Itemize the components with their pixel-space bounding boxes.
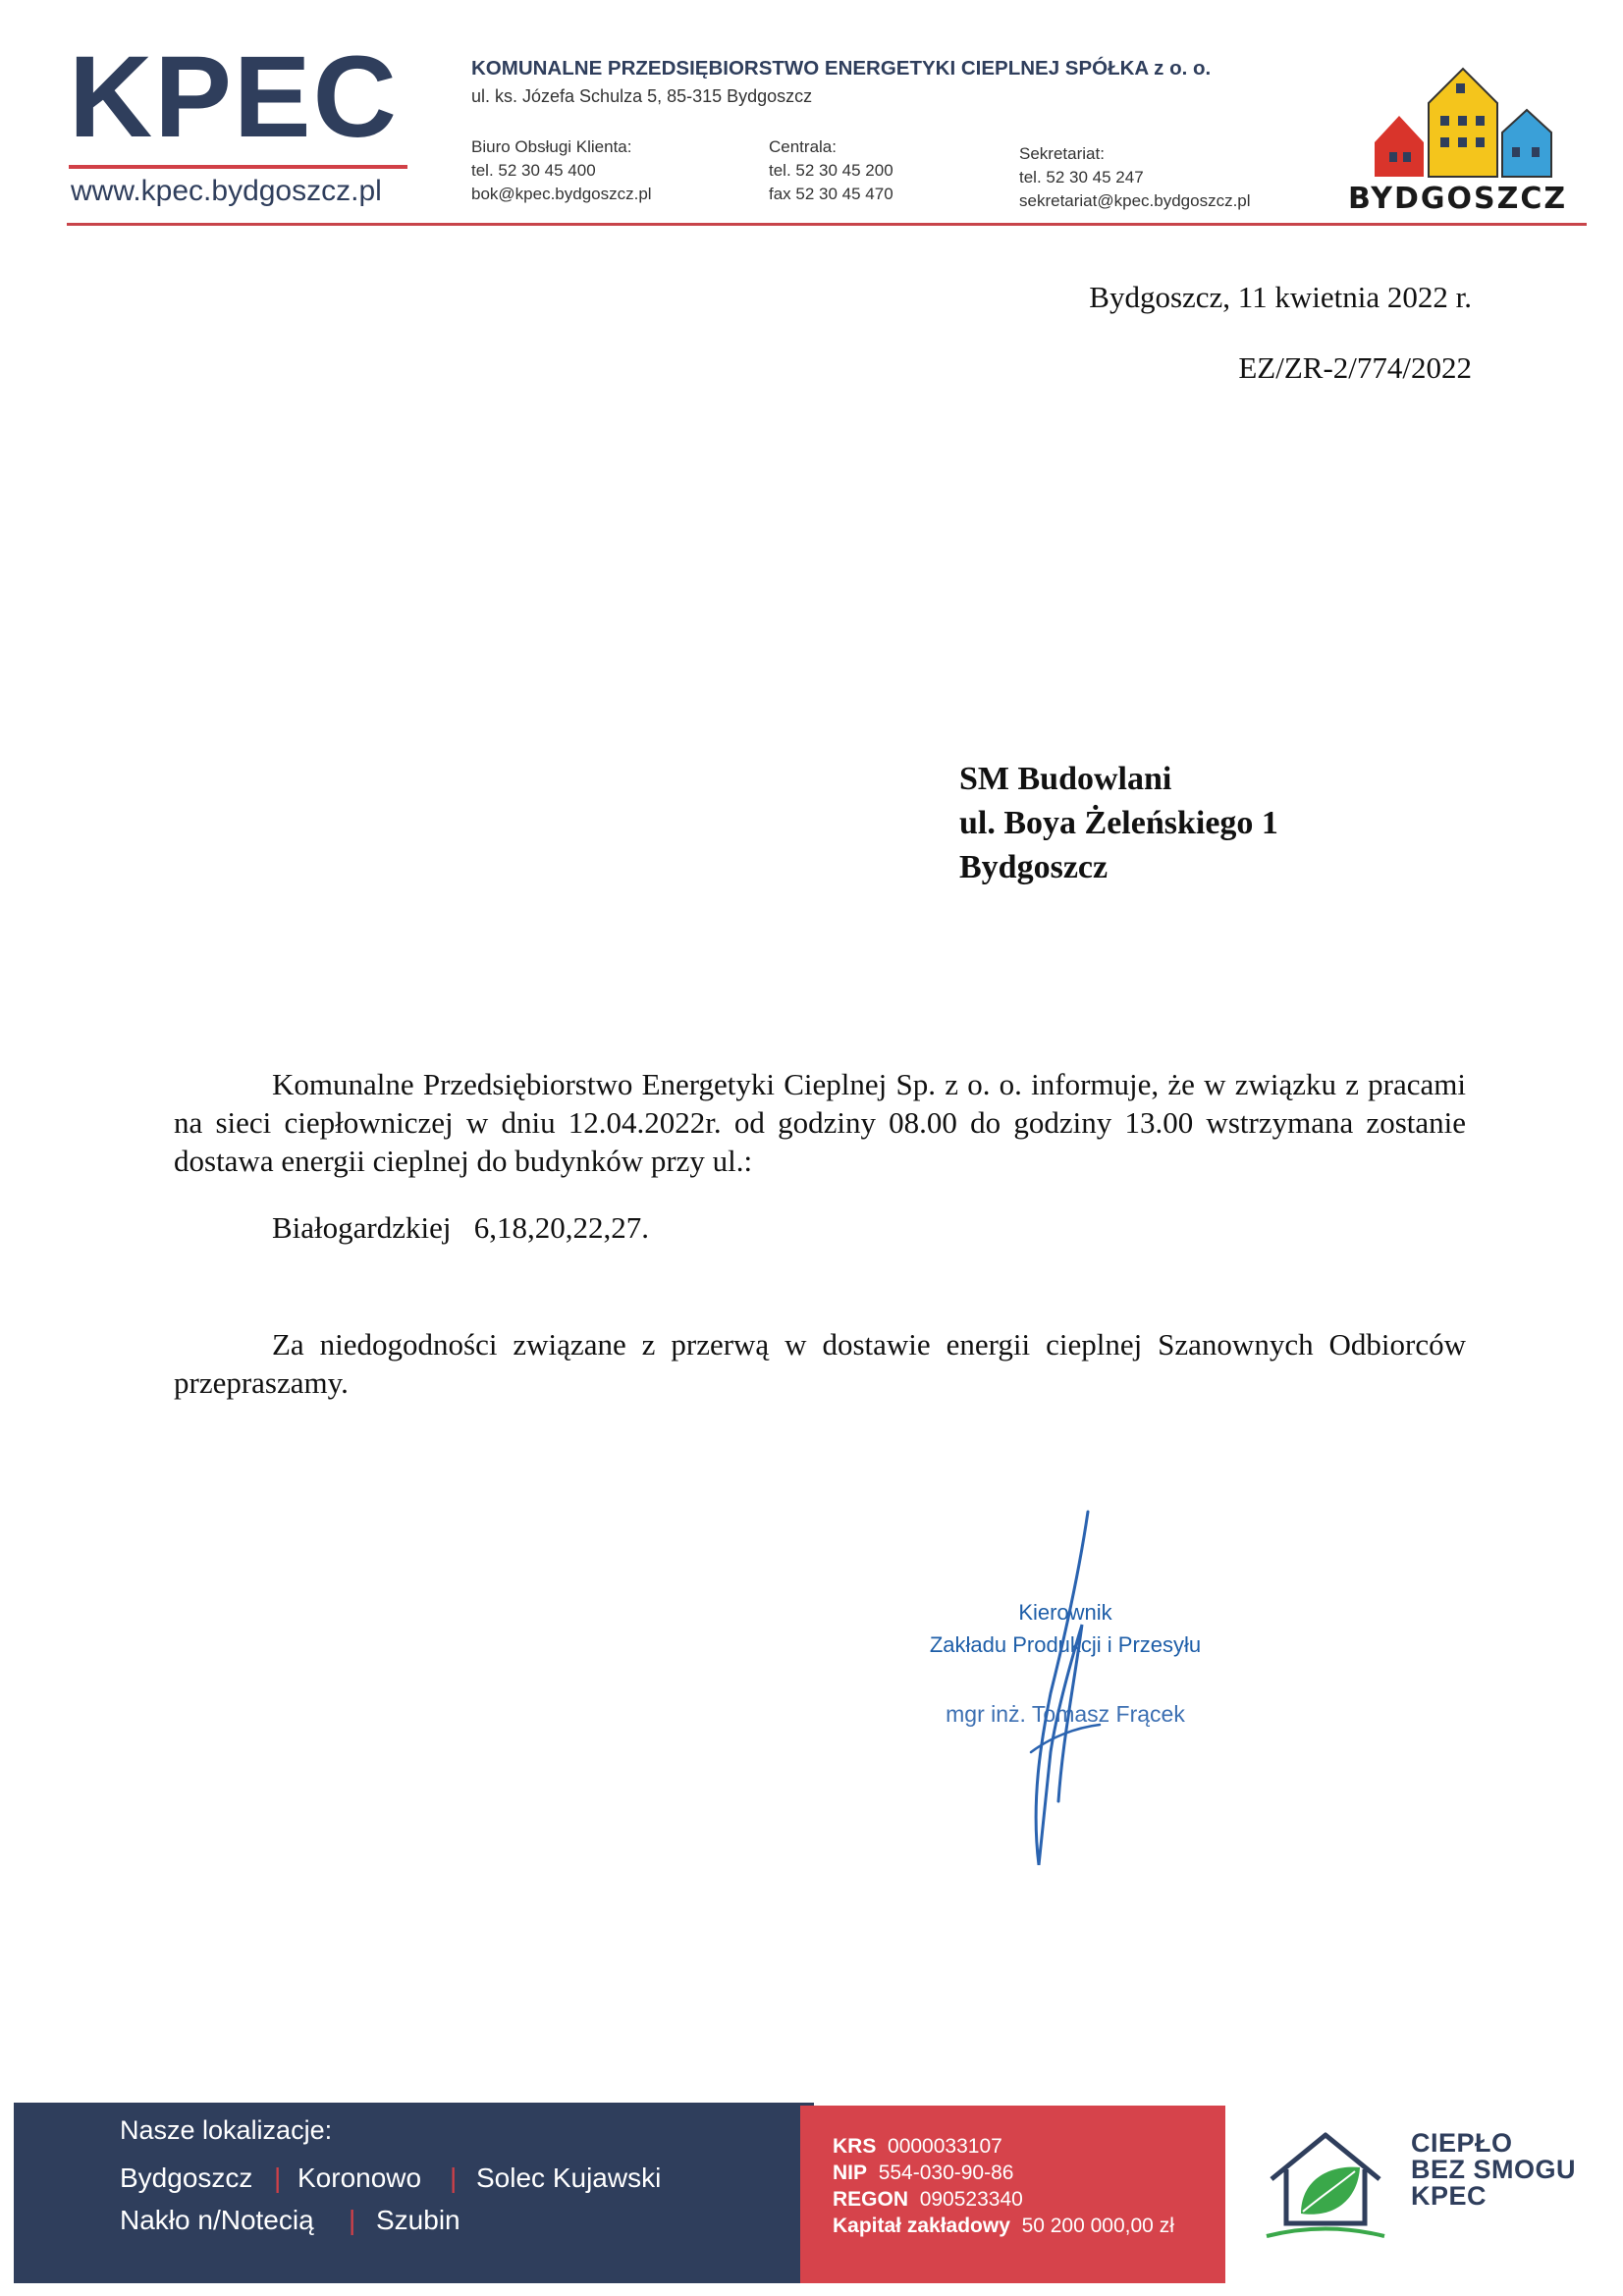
contact-email: bok@kpec.bydgoszcz.pl [471, 185, 652, 203]
company-name: KOMUNALNE PRZEDSIĘBIORSTWO ENERGETYKI CIEPLNEJ SPÓŁKA z o. o. [471, 57, 1212, 80]
contact-email: sekretariat@kpec.bydgoszcz.pl [1019, 191, 1251, 210]
locations-title: Nasze lokalizacje: [120, 2115, 333, 2145]
website-url: www.kpec.bydgoszcz.pl [71, 175, 382, 207]
location-item: Nakło n/Notecią [120, 2205, 314, 2235]
contact-label: Sekretariat: [1019, 144, 1105, 163]
registry-krs [833, 2135, 1002, 2159]
logo-underline [69, 165, 407, 169]
recipient-name: SM Budowlani [959, 761, 1172, 797]
stamp-name: mgr inż. Tomasz Frącek [946, 1701, 1185, 1727]
registry-value: 0000033107 [888, 2135, 1002, 2158]
eco-slogan-line: CIEPŁO [1411, 2128, 1513, 2158]
stamp-department: Zakładu Produkcji i Przesyłu [929, 1632, 1202, 1657]
contact-phone: tel. 52 30 45 400 [471, 161, 596, 180]
registry-value: 090523340 [919, 2188, 1023, 2211]
contact-secretariat [1019, 142, 1251, 213]
registry-value: 554-030-90-86 [878, 2162, 1014, 2184]
stamp-title: Kierownik [1018, 1600, 1112, 1625]
contact-label: Centrala: [769, 137, 837, 156]
eco-slogan-line: KPEC [1411, 2181, 1488, 2211]
recipient-street: ul. Boya Żeleńskiego 1 [959, 805, 1278, 841]
letter-closing-paragraph: Za niedogodności związane z przerwą w dostawie energii cieplnej Szanownych Odbiorców przepraszamy. [174, 1327, 1466, 1400]
contact-central [769, 135, 893, 206]
house-leaf-icon [1262, 2120, 1389, 2243]
location-item: Bydgoszcz [120, 2163, 253, 2193]
city-logo-text: BYDGOSZCZ [1348, 182, 1568, 216]
eco-slogan [1411, 2130, 1576, 2210]
registry-nip [833, 2162, 1013, 2185]
registry-label: Kapitał zakładowy [833, 2215, 1010, 2237]
contact-fax: fax 52 30 45 470 [769, 185, 893, 203]
location-item: Szubin [376, 2205, 460, 2235]
recipient-city: Bydgoszcz [959, 849, 1109, 885]
location-item: Koronowo [298, 2163, 422, 2193]
registry-capital [833, 2215, 1174, 2238]
registry-label: REGON [833, 2188, 909, 2211]
letter-paragraph: Komunalne Przedsiębiorstwo Energetyki Cieplnej Sp. z o. o. informuje, że w związku z pracami na sieci ciepłowniczej w dniu 12.04.2022r. od godziny 08.00 do godziny 13.00 wstrzymana zostanie dostawa energii cieplnej do budynków przy ul.: [174, 1067, 1466, 1178]
contact-label: Biuro Obsługi Klienta: [471, 137, 632, 156]
registry-regon [833, 2188, 1023, 2212]
kpec-logo: KPEC [69, 32, 399, 162]
eco-slogan-line: BEZ SMOGU [1411, 2155, 1577, 2184]
contact-phone: tel. 52 30 45 200 [769, 161, 893, 180]
header-divider [67, 223, 1587, 226]
contact-phone: tel. 52 30 45 247 [1019, 168, 1144, 187]
reference-number: EZ/ZR-2/774/2022 [1238, 350, 1472, 385]
company-address: ul. ks. Józefa Schulza 5, 85-315 Bydgoszcz [471, 86, 813, 106]
registry-label: KRS [833, 2135, 877, 2158]
bydgoszcz-city-logo [1340, 59, 1596, 221]
location-separator: | [349, 2205, 356, 2235]
letter-date: Bydgoszcz, 11 kwietnia 2022 r. [1089, 280, 1472, 314]
handwritten-signature [972, 1507, 1149, 1875]
location-item: Solec Kujawski [476, 2163, 662, 2193]
affected-streets: Białogardzkiej 6,18,20,22,27. [272, 1210, 649, 1245]
location-separator: | [450, 2163, 458, 2193]
registry-value: 50 200 000,00 zł [1021, 2215, 1174, 2237]
registry-label: NIP [833, 2162, 868, 2184]
location-separator: | [274, 2163, 282, 2193]
contact-customer-service [471, 135, 652, 206]
